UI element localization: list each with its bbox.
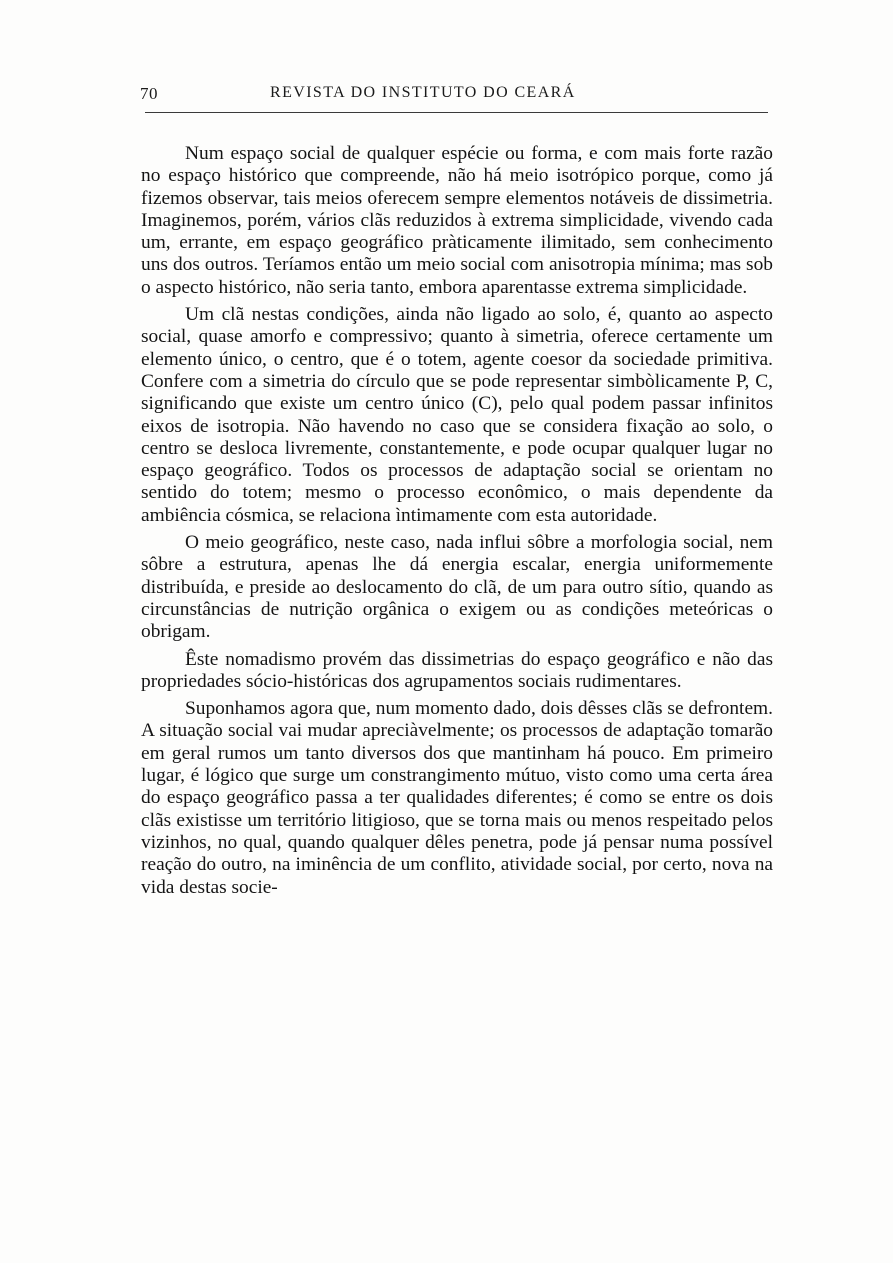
page-number: 70: [140, 84, 158, 103]
journal-title: REVISTA DO INSTITUTO DO CEARÁ: [270, 84, 576, 101]
body-text: [141, 143, 773, 899]
paragraph: O meio geográfico, neste caso, nada influi sôbre a morfologia social, nem sôbre a estrutura, apenas lhe dá energia escalar, energia uniformemente distribuída, e preside ao deslocamento do clã, de um para outro sítio, quando as circunstâncias de nutrição orgânica o exigem ou as condições meteóricas o obrigam.: [141, 532, 773, 643]
paragraph: Suponhamos agora que, num momento dado, dois dêsses clãs se defrontem. A situação social vai mudar apreciàvelmente; os processos de adaptação tomarão em geral rumos um tanto diversos dos que mantinham há pouco. Em primeiro lugar, é lógico que surge um constrangimento mútuo, visto como uma certa área do espaço geográfico passa a ter qualidades diferentes; é como se entre os dois clãs existisse um território litigioso, que se torna mais ou menos respeitado pelos vizinhos, no qual, quando qualquer dêles penetra, pode já pensar numa possível reação do outro, na iminência de um conflito, atividade social, por certo, nova na vida destas socie-: [141, 698, 773, 898]
header-rule: [145, 112, 768, 113]
paragraph: Êste nomadismo provém das dissimetrias do espaço geográfico e não das propriedades sócio-históricas dos agrupamentos sociais rudimentares.: [141, 648, 773, 692]
paragraph: Num espaço social de qualquer espécie ou forma, e com mais forte razão no espaço histórico que compreende, não há meio isotrópico porque, como já fizemos observar, tais meios oferecem sempre elementos notáveis de dissimetria. Imaginemos, porém, vários clãs reduzidos à extrema simplicidade, vivendo cada um, errante, em espaço geográfico pràticamente ilimitado, sem conhecimento uns dos outros. Teríamos então um meio social com anisotropia mínima; mas sob o aspecto histórico, não seria tanto, embora aparentasse extrema simplicidade.: [141, 143, 773, 298]
paragraph: Um clã nestas condições, ainda não ligado ao solo, é, quanto ao aspecto social, quase amorfo e compressivo; quanto à simetria, oferece certamente um elemento único, o centro, que é o totem, agente coesor da sociedade primitiva. Confere com a simetria do círculo que se pode representar simbòlicamente P, C, significando que existe um centro único (C), pelo qual podem passar infinitos eixos de isotropia. Não havendo no caso que se considera fixação ao solo, o centro se desloca livremente, constantemente, e pode ocupar qualquer lugar no espaço geográfico. Todos os processos de adaptação social se orientam no sentido do totem; mesmo o processo econômico, o mais dependente da ambiência cósmica, se relaciona ìntimamente com esta autoridade.: [141, 304, 773, 526]
running-header: [140, 84, 772, 106]
